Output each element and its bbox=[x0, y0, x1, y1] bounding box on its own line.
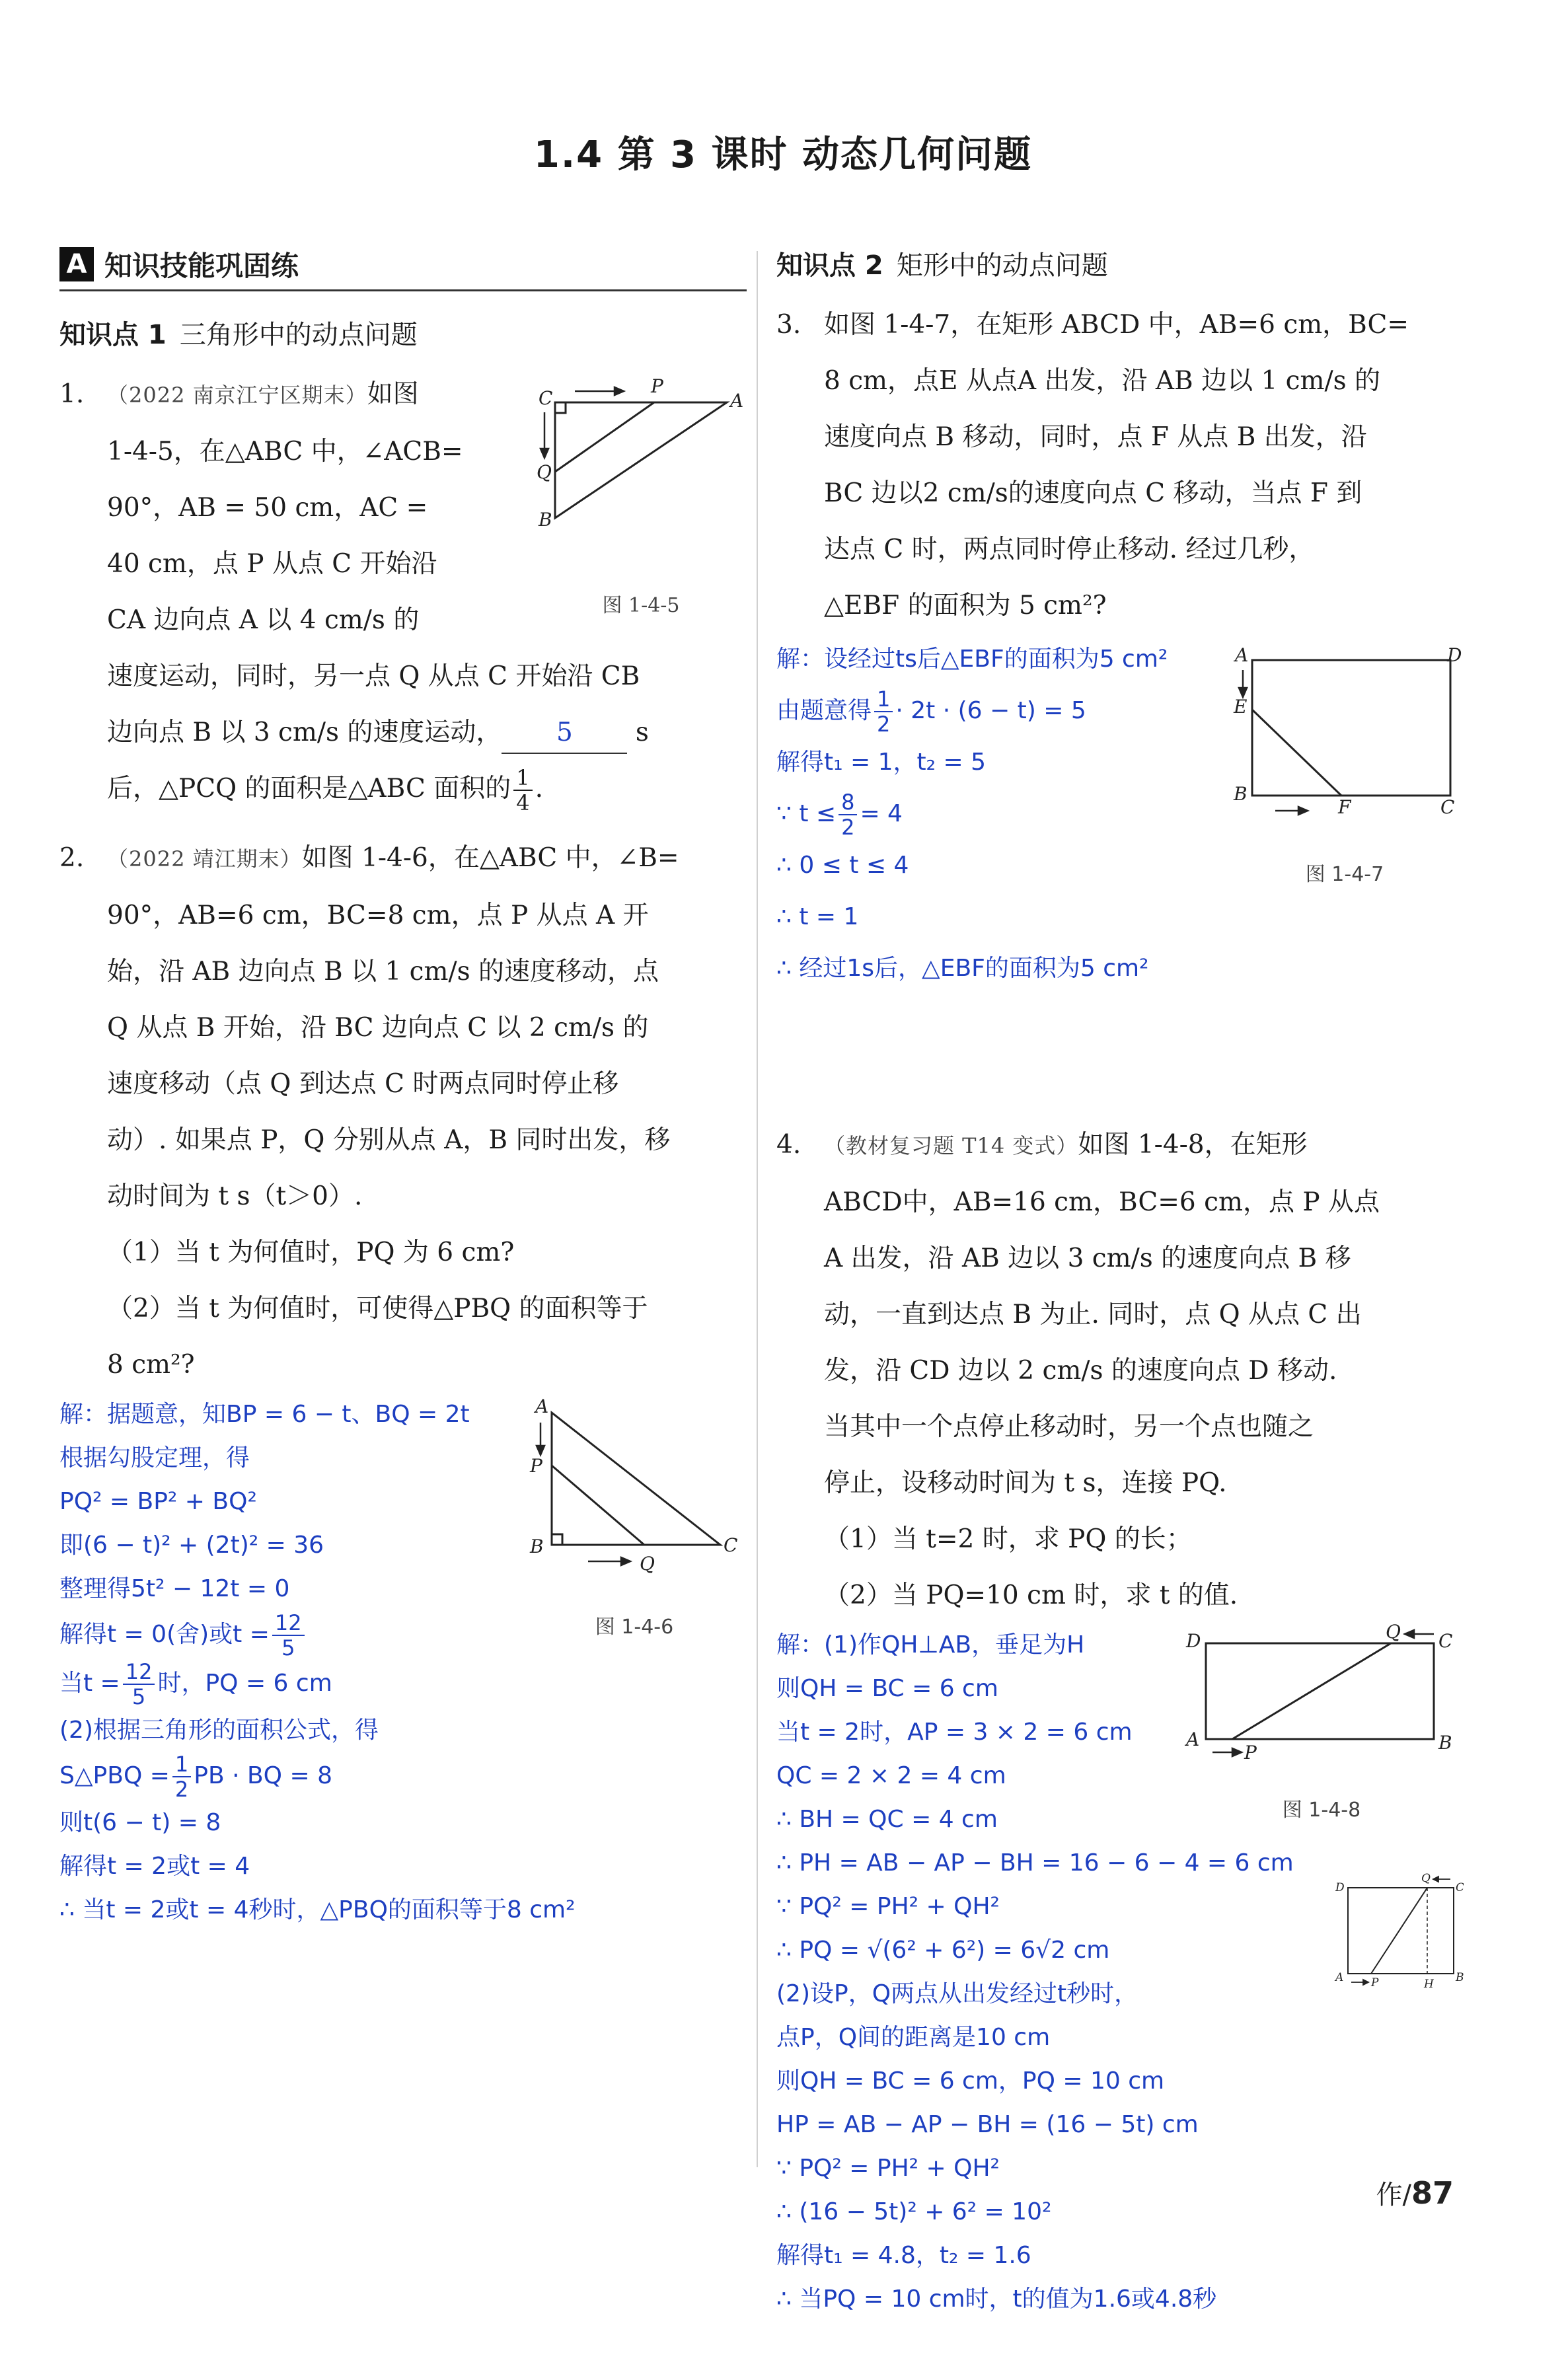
sol-text: 由题意得 bbox=[776, 697, 872, 724]
q1-line: CA 边向点 A 以 4 cm/s 的 bbox=[107, 605, 420, 635]
sol-line: 即(6 − t)² + (2t)² = 36 bbox=[59, 1532, 324, 1559]
section-badge: A bbox=[59, 247, 94, 281]
q1-fraction bbox=[513, 766, 532, 815]
q1-line: 1-4-5，在△ABC 中，∠ACB= bbox=[107, 437, 463, 466]
question-4 bbox=[776, 1117, 1464, 1623]
frac-top: 12 bbox=[272, 1611, 305, 1636]
q3-line: 达点 C 时，两点同时停止移动. 经过几秒， bbox=[824, 535, 1315, 564]
fig-label: B bbox=[530, 1536, 544, 1557]
fig-label: A bbox=[730, 390, 744, 412]
sol-line: 解：设经过ts后△EBF的面积为5 cm² bbox=[776, 646, 1168, 673]
q4-line: （1）当 t=2 时，求 PQ 的长； bbox=[824, 1524, 1192, 1554]
page-number bbox=[1376, 2174, 1454, 2212]
kp2-label: 知识点 2 bbox=[776, 250, 883, 281]
fig-label: D bbox=[1447, 647, 1462, 666]
triangle-diagram bbox=[535, 373, 747, 558]
q4-number: 4. bbox=[776, 1130, 802, 1160]
fig-label: B bbox=[1438, 1732, 1452, 1754]
sol-line: 当t = 2时，AP = 3 × 2 = 6 cm bbox=[776, 1719, 1133, 1746]
kp2-name: 矩形中的动点问题 bbox=[896, 250, 1108, 281]
sol-line: 根据勾股定理，得 bbox=[59, 1444, 250, 1471]
fig-label: D bbox=[1186, 1630, 1201, 1652]
sol-text: = 4 bbox=[860, 800, 903, 827]
sol-line: 整理得5t² − 12t = 0 bbox=[59, 1575, 290, 1602]
q2-line: Q 从点 B 开始，沿 BC 边向点 C 以 2 cm/s 的 bbox=[107, 1013, 649, 1043]
frac-bottom: 5 bbox=[281, 1635, 295, 1660]
sol-line: 点P，Q间的距离是10 cm bbox=[776, 2024, 1051, 2051]
fig-label: B bbox=[1456, 1971, 1464, 1984]
frac-top: 1 bbox=[874, 687, 893, 712]
fig-label: A bbox=[1335, 1971, 1344, 1984]
section-a-header bbox=[59, 244, 747, 291]
fig-label: A bbox=[535, 1395, 549, 1417]
sol-line: (2)设P，Q两点从出发经过t秒时， bbox=[776, 1980, 1138, 2007]
q3-line: 如图 1-4-7，在矩形 ABCD 中，AB=6 cm，BC= bbox=[824, 310, 1409, 340]
sol-fraction bbox=[839, 790, 857, 839]
question-1 bbox=[59, 366, 747, 817]
sol-line: ∴ 经过1s后，△EBF的面积为5 cm² bbox=[776, 955, 1149, 982]
triangle-diagram bbox=[522, 1393, 747, 1591]
sol-line: ∴ BH = QC = 4 cm bbox=[776, 1806, 998, 1833]
rectangle-diagram bbox=[1179, 1623, 1464, 1762]
page-prefix: 作/ bbox=[1376, 2180, 1411, 2210]
q4-line: （2）当 PQ=10 cm 时，求 t 的值. bbox=[824, 1580, 1238, 1610]
fig-label: C bbox=[1456, 1881, 1464, 1894]
q4-source: （教材复习题 T14 变式） bbox=[824, 1133, 1078, 1158]
q2-line: 如图 1-4-6，在△ABC 中，∠B= bbox=[301, 843, 679, 873]
sol-line: 则QH = BC = 6 cm，PQ = 10 cm bbox=[776, 2067, 1165, 2095]
q1-number: 1. bbox=[59, 379, 85, 409]
figure-1-4-8-annotated bbox=[1331, 1871, 1464, 2003]
q2-line: 动时间为 t s（t＞0）. bbox=[107, 1181, 363, 1211]
q2-line: 动）. 如果点 P，Q 分别从点 A，B 同时出发，移 bbox=[107, 1125, 671, 1155]
figure-caption: 图 1-4-7 bbox=[1305, 863, 1384, 886]
q2-source: （2022 靖江期末） bbox=[107, 846, 302, 872]
fig-label: C bbox=[724, 1534, 738, 1556]
right-column bbox=[776, 244, 1464, 2321]
sol-fraction bbox=[123, 1660, 155, 1709]
q2-line: 始，沿 AB 边向点 B 以 1 cm/s 的速度移动，点 bbox=[107, 957, 659, 986]
fig-label: H bbox=[1424, 1978, 1434, 1991]
kp1-name: 三角形中的动点问题 bbox=[179, 320, 418, 350]
fig-label: Q bbox=[1421, 1872, 1431, 1885]
sol-line: ∴ PQ = √(6² + 6²) = 6√2 cm bbox=[776, 1937, 1110, 1964]
sol-text: 当t = bbox=[59, 1670, 120, 1697]
fig-label: Q bbox=[1386, 1623, 1401, 1643]
figure-caption: 图 1-4-8 bbox=[1282, 1799, 1361, 1822]
q1-line: 速度运动，同时，另一点 Q 从点 C 开始沿 CB bbox=[107, 661, 640, 691]
q1-tail-end: . bbox=[535, 774, 543, 803]
sol-line: 解：(1)作QH⊥AB，垂足为H bbox=[776, 1631, 1085, 1658]
question-2 bbox=[59, 830, 747, 1393]
column-divider bbox=[757, 251, 758, 2167]
q4-line: A 出发，沿 AB 边以 3 cm/s 的速度向点 B 移 bbox=[824, 1244, 1351, 1273]
q4-solution bbox=[776, 1623, 1464, 2321]
q4-line: ABCD中，AB=16 cm，BC=6 cm，点 P 从点 bbox=[824, 1187, 1380, 1217]
figure-1-4-7 bbox=[1226, 647, 1464, 898]
q2-solution bbox=[59, 1393, 747, 1932]
q3-line: BC 边以2 cm/s的速度向点 C 移动，当点 F 到 bbox=[824, 478, 1362, 508]
left-column bbox=[59, 244, 747, 1932]
q3-line: 速度向点 B 移动，同时，点 F 从点 B 出发，沿 bbox=[824, 422, 1367, 452]
q2-line: 90°，AB=6 cm，BC=8 cm，点 P 从点 A 开 bbox=[107, 901, 649, 930]
sol-line: 解：据题意，知BP = 6 − t、BQ = 2t bbox=[59, 1401, 470, 1428]
sol-line: QC = 2 × 2 = 4 cm bbox=[776, 1762, 1006, 1789]
sol-line: 解得t₁ = 4.8，t₂ = 1.6 bbox=[776, 2242, 1031, 2269]
q2-line: 8 cm²? bbox=[107, 1350, 195, 1380]
sol-line: PQ² = BP² + BQ² bbox=[59, 1488, 257, 1515]
q3-solution bbox=[776, 634, 1464, 994]
figure-1-4-5 bbox=[535, 373, 747, 617]
fig-label: B bbox=[539, 509, 552, 531]
figure-1-4-6 bbox=[522, 1393, 747, 1657]
q4-line: 停止，设移动时间为 t s，连接 PQ. bbox=[824, 1468, 1227, 1498]
sol-fraction bbox=[272, 1611, 305, 1660]
fig-label: P bbox=[651, 375, 663, 397]
fig-label: C bbox=[1440, 796, 1455, 818]
q2-number: 2. bbox=[59, 843, 85, 873]
sol-line: ∴ PH = AB − AP − BH = 16 − 6 − 4 = 6 cm bbox=[776, 1849, 1294, 1877]
sol-line: ∴ 0 ≤ t ≤ 4 bbox=[776, 852, 909, 879]
q4-line: 动，一直到达点 B 为止. 同时，点 Q 从点 C 出 bbox=[824, 1300, 1362, 1329]
page-title: 1.4 第 3 课时 动态几何问题 bbox=[533, 133, 1033, 176]
sol-line: (2)根据三角形的面积公式，得 bbox=[59, 1717, 379, 1744]
section-label: 知识技能巩固练 bbox=[104, 250, 299, 282]
sol-line: ∴ t = 1 bbox=[776, 903, 859, 930]
q1-line: 40 cm，点 P 从点 C 开始沿 bbox=[107, 549, 437, 579]
sol-text: · 2t · (6 − t) = 5 bbox=[895, 697, 1086, 724]
frac-bottom: 2 bbox=[841, 815, 855, 840]
q3-line: 8 cm，点E 从点A 出发，沿 AB 边以 1 cm/s 的 bbox=[824, 366, 1381, 396]
sol-line: HP = AB − AP − BH = (16 − 5t) cm bbox=[776, 2111, 1199, 2138]
frac-bottom: 2 bbox=[174, 1777, 189, 1802]
kp1-label: 知识点 1 bbox=[59, 320, 167, 350]
knowledge-point-2 bbox=[776, 244, 1464, 282]
sol-line: 则QH = BC = 6 cm bbox=[776, 1675, 998, 1702]
figure-1-4-8 bbox=[1179, 1623, 1464, 1835]
figure-caption: 图 1-4-5 bbox=[602, 594, 680, 617]
fig-label: E bbox=[1234, 696, 1248, 718]
sol-text: 时，PQ = 6 cm bbox=[157, 1670, 332, 1697]
q1-unit: s bbox=[635, 718, 649, 747]
rectangle-diagram-with-h bbox=[1331, 1871, 1464, 2003]
knowledge-point-1 bbox=[59, 314, 747, 352]
fig-label: P bbox=[530, 1455, 542, 1477]
sol-text: PB · BQ = 8 bbox=[194, 1762, 332, 1789]
fig-label: C bbox=[539, 387, 553, 409]
q2-line: （1）当 t 为何值时，PQ 为 6 cm? bbox=[107, 1238, 515, 1267]
sol-text: ∵ t ≤ bbox=[776, 800, 837, 827]
sol-text: 解得t = 0(舍)或t = bbox=[59, 1621, 270, 1648]
question-3 bbox=[776, 297, 1464, 634]
rectangle-diagram bbox=[1226, 647, 1464, 819]
sol-line: 则t(6 − t) = 8 bbox=[59, 1809, 221, 1836]
page-number-value: 87 bbox=[1411, 2175, 1454, 2211]
fig-label: P bbox=[1244, 1742, 1257, 1762]
q1-tail: 后，△PCQ 的面积是△ABC 面积的 bbox=[107, 774, 511, 803]
sol-line: ∵ PQ² = PH² + QH² bbox=[776, 2155, 1000, 2182]
fig-label: D bbox=[1335, 1881, 1345, 1894]
fig-label: Q bbox=[640, 1553, 655, 1575]
frac-bottom: 2 bbox=[877, 712, 891, 737]
fig-label: A bbox=[1186, 1729, 1200, 1750]
q2-line: 速度移动（点 Q 到达点 C 时两点同时停止移 bbox=[107, 1069, 619, 1099]
frac-top: 12 bbox=[123, 1660, 155, 1685]
q4-line: 当其中一个点停止移动时，另一个点也随之 bbox=[824, 1412, 1314, 1442]
sol-text: S△PBQ = bbox=[59, 1762, 170, 1789]
frac-bottom: 5 bbox=[131, 1684, 146, 1709]
frac-top: 1 bbox=[513, 766, 532, 791]
q4-line: 如图 1-4-8，在矩形 bbox=[1078, 1130, 1308, 1160]
frac-top: 8 bbox=[839, 790, 857, 815]
q3-number: 3. bbox=[776, 310, 802, 340]
fig-label: F bbox=[1338, 796, 1351, 818]
sol-line: ∵ PQ² = PH² + QH² bbox=[776, 1893, 1000, 1920]
frac-bottom: 4 bbox=[516, 790, 530, 815]
sol-line: 解得t = 2或t = 4 bbox=[59, 1853, 250, 1880]
q3-line: △EBF 的面积为 5 cm²? bbox=[824, 591, 1107, 620]
fig-label: P bbox=[1371, 1976, 1379, 1990]
figure-caption: 图 1-4-6 bbox=[595, 1616, 674, 1639]
frac-top: 1 bbox=[172, 1752, 191, 1777]
sol-fraction bbox=[874, 687, 893, 736]
q1-line: 边向点 B 以 3 cm/s 的速度运动， bbox=[107, 718, 502, 747]
sol-line: ∴ 当t = 2或t = 4秒时，△PBQ的面积等于8 cm² bbox=[59, 1896, 576, 1923]
sol-fraction bbox=[172, 1752, 191, 1801]
q4-line: 发，沿 CD 边以 2 cm/s 的速度向点 D 移动. bbox=[824, 1356, 1337, 1386]
sol-line: 解得t₁ = 1，t₂ = 5 bbox=[776, 749, 987, 776]
q2-line: （2）当 t 为何值时，可使得△PBQ 的面积等于 bbox=[107, 1294, 648, 1323]
q1-line: 90°，AB = 50 cm，AC = bbox=[107, 493, 428, 523]
fig-label: Q bbox=[537, 461, 552, 483]
sol-line: ∴ 当PQ = 10 cm时，t的值为1.6或4.8秒 bbox=[776, 2286, 1217, 2313]
fig-label: C bbox=[1438, 1630, 1453, 1652]
q1-answer: 5 bbox=[502, 713, 627, 754]
fig-label: B bbox=[1234, 783, 1248, 805]
sol-line: ∴ (16 − 5t)² + 6² = 10² bbox=[776, 2198, 1052, 2225]
fig-label: A bbox=[1235, 647, 1249, 666]
q1-line: 如图 bbox=[367, 379, 419, 409]
q1-source: （2022 南京江宁区期末） bbox=[107, 383, 367, 408]
